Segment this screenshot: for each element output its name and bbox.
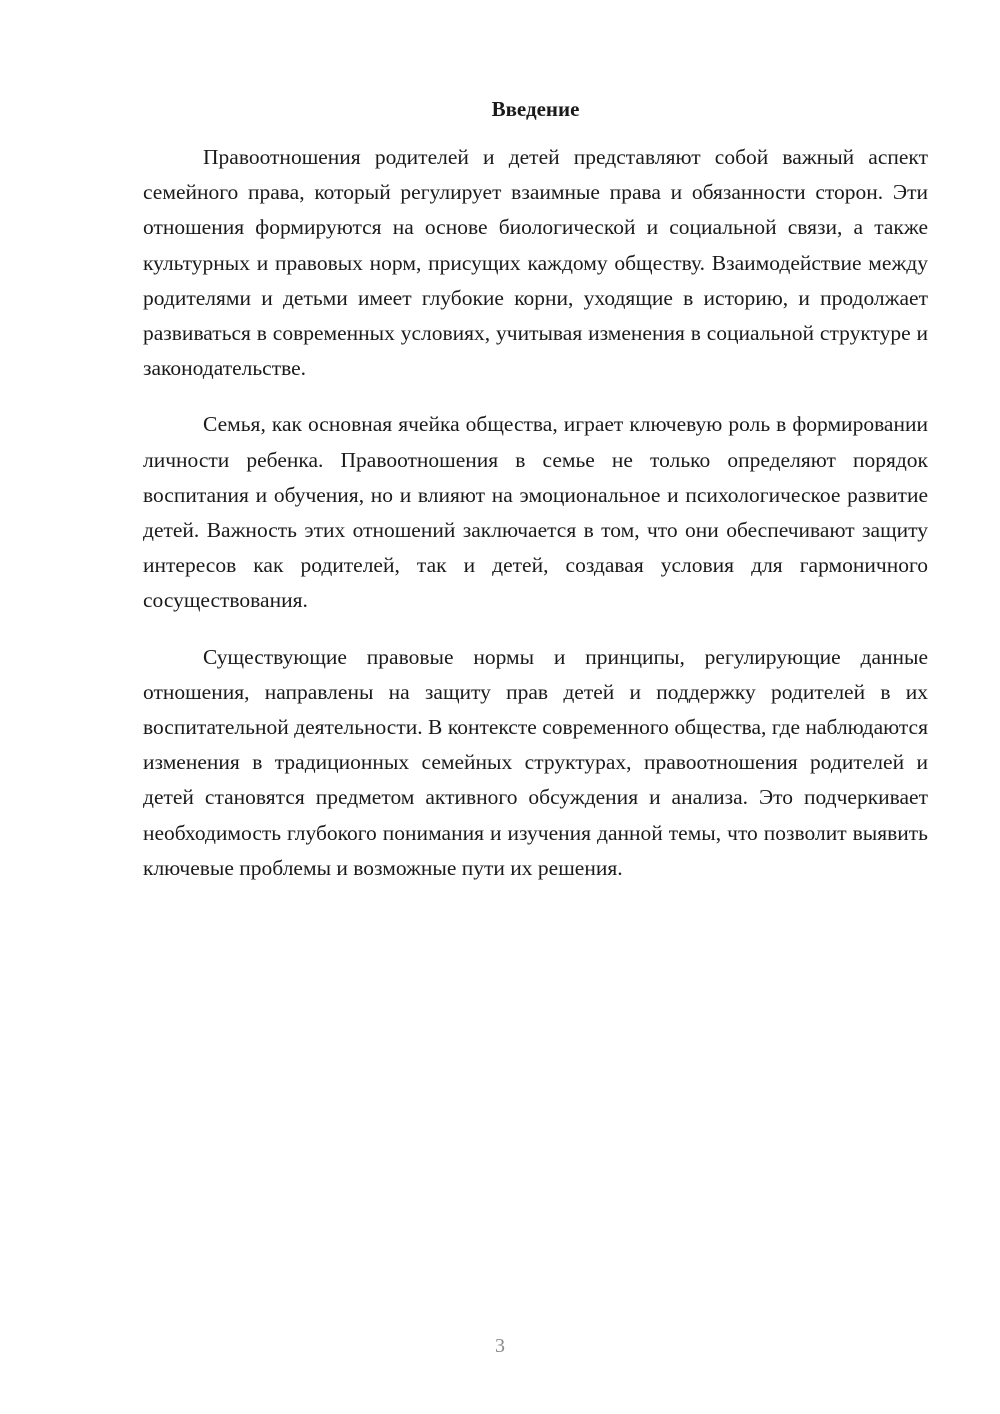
page-number: 3 [495, 1335, 505, 1357]
paragraph-3: Существующие правовые нормы и принципы, регулирующие данные отношения, направлены на защиту прав детей и поддержку родителей в их воспитательной деятельности. В контексте современного общества, где наблюдаются изменения в традиционных семейных структурах, правоотношения родителей и детей становятся предметом активного обсуждения и анализа. Это подчеркивает необходимость глубокого понимания и изучения данной темы, что позволит выявить ключевые проблемы и возможные пути их решения. [143, 644, 928, 880]
paragraph-2: Семья, как основная ячейка общества, играет ключевую роль в формировании личности ребенка. Правоотношения в семье не только определяют порядок воспитания и обучения, но и влияют на эмоциональное и психологическое развитие детей. Важность этих отношений заключается в том, что они обеспечивают защиту интересов как родителей, так и детей, создавая условия для гармоничного сосуществования. [143, 412, 928, 613]
paragraph-1: Правоотношения родителей и детей представляют собой важный аспект семейного права, который регулирует взаимные права и обязанности сторон. Эти отношения формируются на основе биологической и социальной связи, а также культурных и правовых норм, присущих каждому обществу. Взаимодействие между родителями и детьми имеет глубокие корни, уходящие в историю, и продолжает развиваться в современных условиях, учитывая изменения в социальной структуре и законодательстве. [143, 145, 928, 381]
page-content [143, 94, 928, 907]
section-heading: Введение [491, 97, 580, 121]
